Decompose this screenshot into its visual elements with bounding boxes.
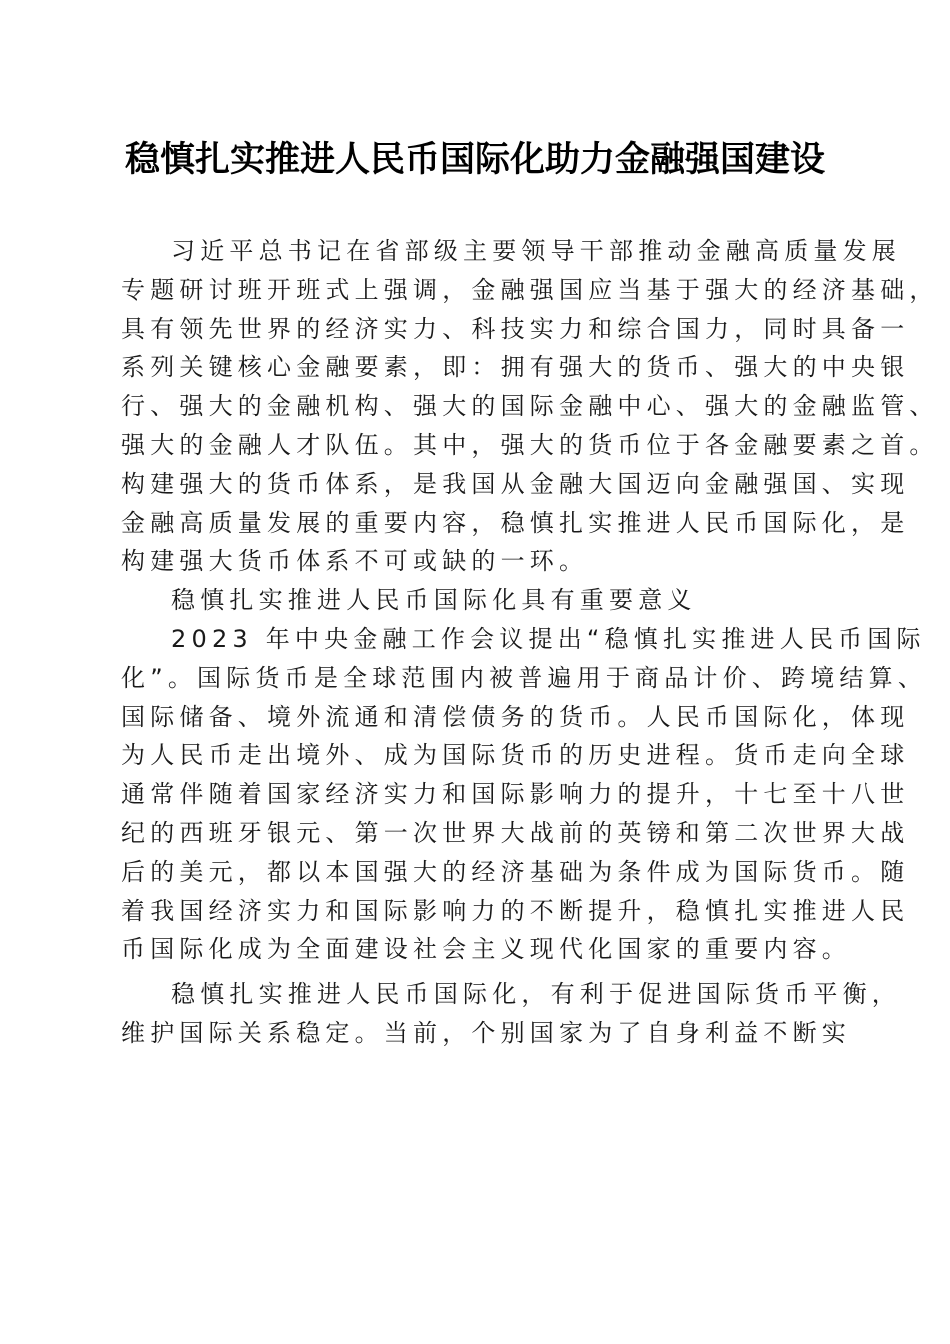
text-line: 着我国经济实力和国际影响力的不断提升，稳慎扎实推进人民 [121, 896, 910, 925]
text-line: 后的美元，都以本国强大的经济基础为条件成为国际货币。随 [121, 857, 910, 886]
text-line: 稳慎扎实推进人民币国际化，有利于促进国际货币平衡， [171, 980, 901, 1009]
text-line: 2023 年中央金融工作会议提出“稳慎扎实推进人民币国际 [171, 624, 926, 653]
text-line: 国际储备、境外流通和清偿债务的货币。人民币国际化，体现 [121, 702, 910, 731]
section-heading [121, 581, 833, 620]
text-line: 强大的金融人才队伍。其中，强大的货币位于各金融要素之首。 [121, 430, 939, 459]
text-line: 化”。国际货币是全球范围内被普遍用于商品计价、跨境结算、 [121, 663, 928, 692]
text-line: 金融高质量发展的重要内容，稳慎扎实推进人民币国际化，是 [121, 508, 910, 537]
paragraph-intro [121, 232, 939, 581]
text-line: 为人民币走出境外、成为国际货币的历史进程。货币走向全球 [121, 741, 910, 770]
text-line: 行、强大的金融机构、强大的国际金融中心、强大的金融监管、 [121, 392, 939, 421]
text-line: 构建强大货币体系不可或缺的一环。 [121, 547, 589, 576]
section-heading-text: 稳慎扎实推进人民币国际化具有重要意义 [171, 586, 697, 615]
text-line: 专题研讨班开班式上强调，金融强国应当基于强大的经济基础， [121, 275, 939, 304]
text-line: 通常伴随着国家经济实力和国际影响力的提升，十七至十八世 [121, 780, 910, 809]
text-line: 构建强大的货币体系，是我国从金融大国迈向金融强国、实现 [121, 469, 910, 498]
text-line: 维护国际关系稳定。当前，个别国家为了自身利益不断实 [121, 1018, 851, 1047]
text-line: 系列关键核心金融要素，即：拥有强大的货币、强大的中央银 [121, 353, 910, 382]
text-line: 纪的西班牙银元、第一次世界大战前的英镑和第二次世界大战 [121, 818, 910, 847]
document-body [121, 232, 939, 1053]
text-line: 币国际化成为全面建设社会主义现代化国家的重要内容。 [121, 935, 851, 964]
text-line: 具有领先世界的经济实力、科技实力和综合国力，同时具备一 [121, 314, 910, 343]
document-title: 稳慎扎实推进人民币国际化助力金融强国建设 [124, 139, 825, 180]
paragraph-balance [121, 975, 901, 1053]
text-line: 习近平总书记在省部级主要领导干部推动金融高质量发展 [171, 237, 901, 265]
paragraph-significance [121, 620, 928, 969]
